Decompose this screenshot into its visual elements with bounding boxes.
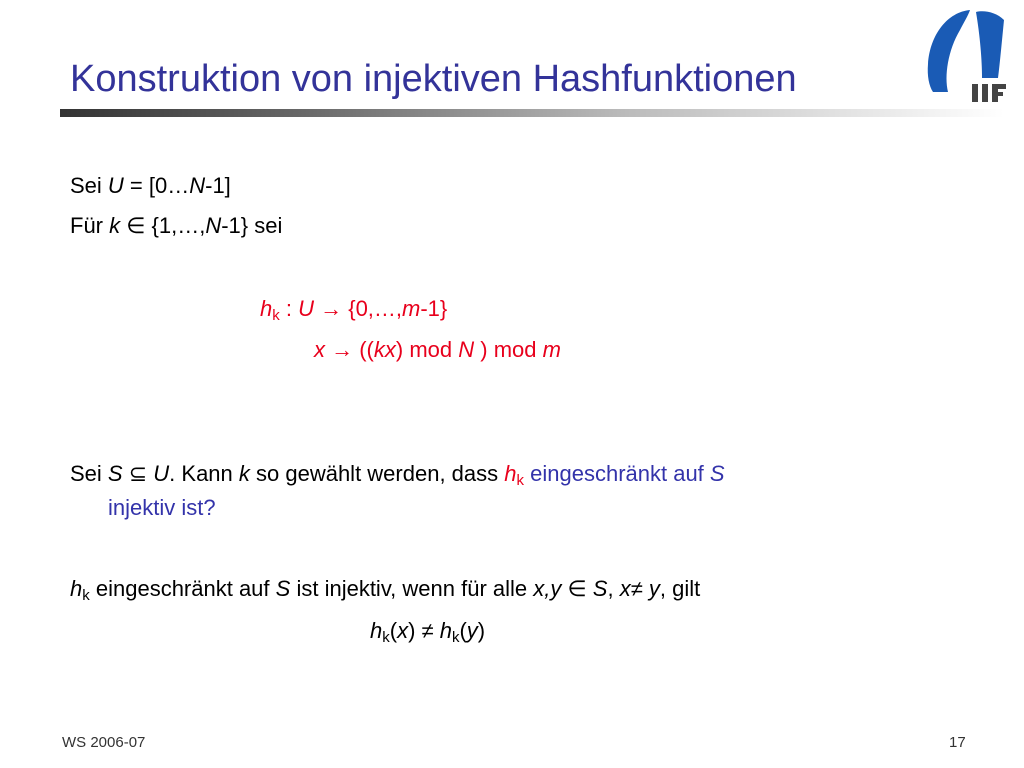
slide-title: Konstruktion von injektiven Hashfunktionen: [70, 58, 797, 100]
logo-text: [972, 84, 1006, 102]
page-number: 17: [949, 734, 966, 751]
question-line-2: injektiv ist?: [108, 495, 216, 520]
injectivity-formula: $h_k(x) \ne h_k(y)$: [370, 618, 486, 646]
injectivity-condition: $h_k$ eingeschränkt auf S ist injektiv, wenn für alle x,y ∈ S, x≠ y, gilt: [70, 576, 701, 604]
hash-function-mapping: x → ((kx) mod N ) mod m: [314, 337, 561, 362]
hash-function-signature: $h_k$ : U → {0,…,m-1}: [260, 296, 448, 324]
definition-universe: Sei U = [0…N-1]: [70, 173, 231, 198]
definition-k: Für k ∈ {1,…,N-1} sei: [70, 213, 283, 238]
iif-logo: [918, 6, 1010, 106]
title-underline-bar: [60, 109, 1004, 117]
question-line-1: Sei S ⊆ U. Kann k so gewählt werden, dass $h_k$ eingeschränkt auf S: [70, 461, 725, 489]
footer-semester: WS 2006-07: [62, 734, 146, 751]
